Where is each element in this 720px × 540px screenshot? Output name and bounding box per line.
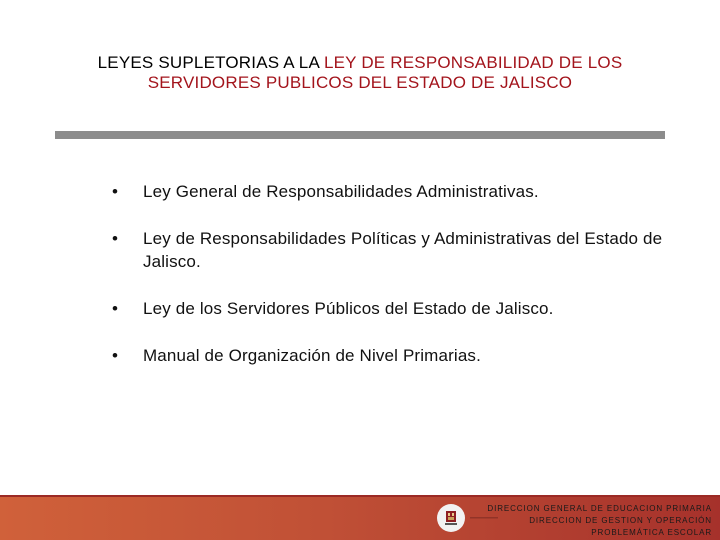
footer-institution-text	[487, 503, 712, 539]
list-item	[112, 344, 672, 367]
footer-line-1: DIRECCION GENERAL DE EDUCACION PRIMARIA	[487, 504, 712, 513]
list-item	[112, 227, 672, 273]
footer-line-2: DIRECCION DE GESTION Y OPERACIÓN	[529, 516, 712, 525]
bullet-marker: •	[112, 182, 119, 201]
list-item-text: Ley de los Servidores Públicos del Estado de Jalisco.	[143, 299, 554, 318]
list-item-text: Ley de Responsabilidades Políticas y Administrativas del Estado de Jalisco.	[143, 229, 663, 271]
list-item-text: Ley General de Responsabilidades Administrativas.	[143, 182, 539, 201]
list-item	[112, 180, 672, 203]
title-divider	[55, 131, 665, 139]
bullet-marker: •	[112, 346, 119, 365]
slide-title	[60, 53, 660, 93]
jalisco-seal-icon	[437, 504, 465, 532]
footer-line-3: PROBLEMÁTICA ESCOLAR	[591, 528, 712, 537]
bullet-marker: •	[112, 229, 119, 248]
title-black-part: LEYES SUPLETORIAS A LA	[97, 53, 324, 72]
list-item	[112, 297, 672, 320]
bullet-marker: •	[112, 299, 119, 318]
title-red-part: LEY DE RESPONSABILIDAD DE LOS SERVIDORES PUBLICOS DEL ESTADO DE JALISCO	[147, 53, 623, 92]
laws-list	[112, 180, 672, 367]
list-item-text: Manual de Organización de Nivel Primarias.	[143, 346, 481, 365]
